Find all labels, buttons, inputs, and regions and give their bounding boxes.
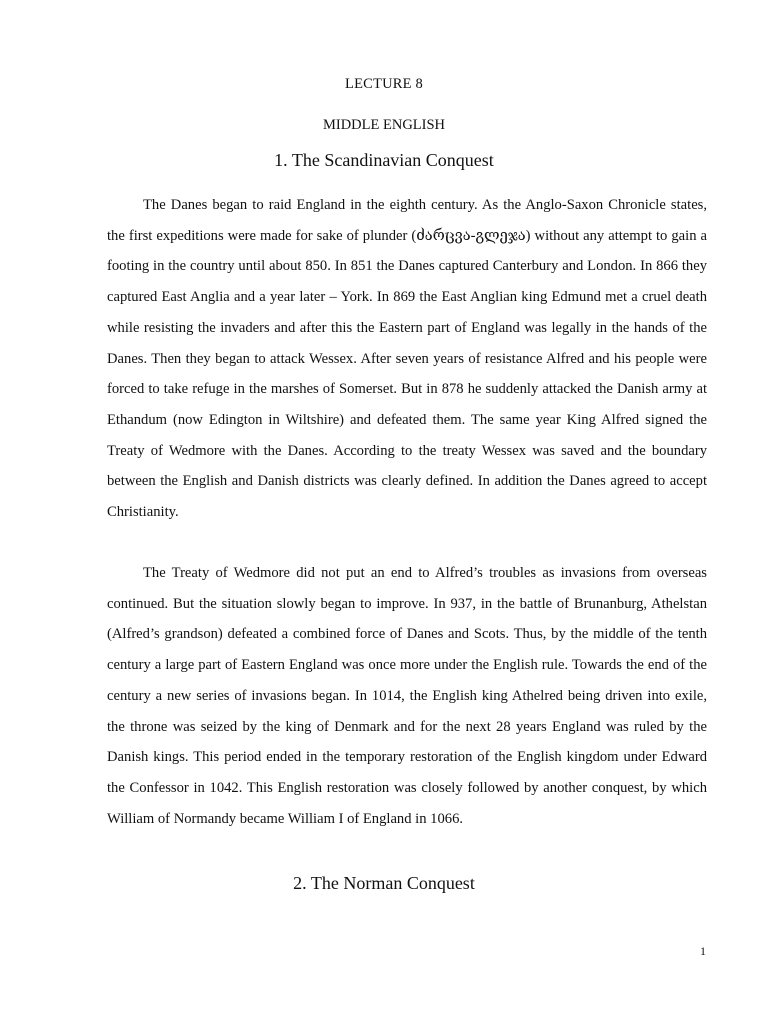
- page-number: 1: [700, 944, 706, 958]
- paragraph-2-container: [107, 558, 707, 834]
- lecture-number: LECTURE 8: [345, 76, 423, 92]
- paragraph-1-container: [107, 190, 707, 528]
- section-heading-scandinavian-conquest: 1. The Scandinavian Conquest: [274, 150, 494, 170]
- section-heading-norman-conquest: 2. The Norman Conquest: [293, 873, 475, 893]
- paragraph-1: The Danes began to raid England in the eighth century. As the Anglo-Saxon Chronicle states, the first expeditions were made for sake of plunder (ძარცვა-გლეჯა) without any attempt to gain a footing in the country until about 850. In 851 the Danes captured Canterbury and London. In 866 they captured East Anglia and a year later – York. In 869 the East Anglian king Edmund met a cruel death while resisting the invaders and after this the Eastern part of England was legally in the hands of the Danes. Then they began to attack Wessex. After seven years of resistance Alfred and his people were forced to take refuge in the marshes of Somerset. But in 878 he suddenly attacked the Danish army at Ethandum (now Edington in Wiltshire) and defeated them. The same year King Alfred signed the Treaty of Wedmore with the Danes. According to the treaty Wessex was saved and the boundary between the English and Danish districts was clearly defined. In addition the Danes agreed to accept Christianity.: [107, 197, 707, 521]
- part-title: MIDDLE ENGLISH: [322, 117, 446, 133]
- paragraph-2: The Treaty of Wedmore did not put an end to Alfred’s troubles as invasions from overseas continued. But the situation slowly began to improve. In 937, in the battle of Brunanburg, Athelstan (Alfred’s grandson) defeated a combined force of Danes and Scots. Thus, by the middle of the tenth century a large part of Eastern England was once more under the English rule. Towards the end of the century a new series of invasions began. In 1014, the English king Athelred being driven into exile, the throne was seized by the king of Denmark and for the next 28 years England was ruled by the Danish kings. This period ended in the temporary restoration of the English kingdom under Edward the Confessor in 1042. This English restoration was closely followed by another conquest, by which William of Normandy became William I of England in 1066.: [107, 565, 707, 827]
